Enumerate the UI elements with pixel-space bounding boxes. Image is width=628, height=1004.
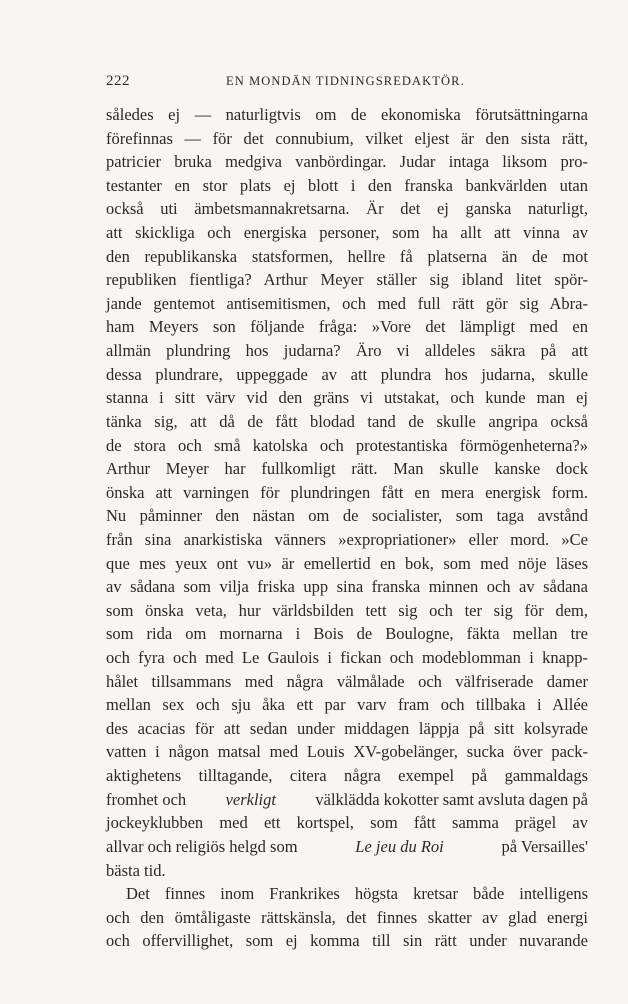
text-line: allmän plundring hos judarna? Äro vi alldeles säkra på att xyxy=(106,341,588,361)
text-line xyxy=(106,788,588,812)
text-line: testanter en stor plats ej blott i den franska bankvärlden utan xyxy=(106,175,588,195)
text-line: bästa tid. xyxy=(106,860,166,880)
text-line: som önska veta, hur världsbilden tett sig och ter sig för dem, xyxy=(106,600,588,620)
italic-word: verkligt xyxy=(225,789,276,809)
text-line: av sådana som vilja friska upp sina franska minnen och av sådana xyxy=(106,577,588,597)
text-segment: allvar och religiös helgd som xyxy=(106,836,298,856)
text-line: som rida om mornarna i Bois de Boulogne, fäkta mellan tre xyxy=(106,624,588,644)
text-line: således ej — naturligtvis om de ekonomiska förutsättningarna xyxy=(106,105,588,124)
text-line xyxy=(106,835,588,859)
text-line: jande gentemot antisemitismen, och med full rätt gör sig Abra- xyxy=(106,293,588,313)
running-head xyxy=(106,73,588,93)
text-line: ham Meyers son följande fråga: »Vore det lämpligt med en xyxy=(106,317,588,337)
text-line: önska att varningen för plundringen fått en mera energisk form. xyxy=(106,482,588,502)
text-segment: fromhet och xyxy=(106,789,187,809)
text-segment: på Versailles' xyxy=(501,836,588,856)
page-number: 222 xyxy=(106,73,130,89)
text-line: den republikanska statsformen, hellre få platserna än de mot xyxy=(106,246,588,266)
text-line: jockeyklubben med ett kortspel, som fått samma prägel av xyxy=(106,813,588,833)
text-line: Nu påminner den nästan om de socialister, som taga avstånd xyxy=(106,506,588,526)
text-line: Arthur Meyer har fullkomligt rätt. Man skulle kanske dock xyxy=(106,459,588,479)
text-line: förefinnas — för det connubium, vilket eljest är den sista rätt, xyxy=(106,128,588,148)
running-title: EN MONDÄN TIDNINGSREDAKTÖR. xyxy=(226,74,465,88)
italic-title: Le jeu du Roi xyxy=(355,836,444,856)
text-line: aktighetens tilltagande, citera några exempel på gammaldags xyxy=(106,766,588,786)
text-line: och fyra och med Le Gaulois i fickan och modeblomman i knapp- xyxy=(106,648,588,668)
text-line: och offervillighet, som ej komma till sin rätt under nuvarande xyxy=(106,931,588,951)
text-line: hålet tillsammans med några välmålade och välfriserade damer xyxy=(106,671,588,691)
text-line: stanna i sitt värv vid den gräns vi utstakat, och kunde man ej xyxy=(106,388,588,408)
text-line: från sina anarkistiska vänners »expropriationer» eller mord. »Ce xyxy=(106,529,588,549)
text-line: patricier bruka medgiva vanbördingar. Judar intaga liksom pro- xyxy=(106,152,588,172)
text-line: des acacias för att sedan under middagen läppja på sitt kolsyrade xyxy=(106,718,588,738)
text-line: dessa plundrare, uppeggade av att plundra hos judarna, skulle xyxy=(106,364,588,384)
text-line: Det finnes inom Frankrikes högsta kretsar både intelligens xyxy=(126,884,588,904)
text-line: och den ömtåligaste rättskänsla, det finnes skatter av glad energi xyxy=(106,907,588,927)
body-text xyxy=(106,103,588,953)
text-line: tänka sig, att då de fått blodad tand de skulle angripa också xyxy=(106,411,588,431)
text-line: också uti ämbetsmannakretsarna. Är det ej ganska naturligt, xyxy=(106,199,588,219)
text-line: vatten i någon matsal med Louis XV-gobelänger, sucka över pack- xyxy=(106,742,588,762)
text-line: que mes yeux ont vu» är emellertid en bok, som med nöje läses xyxy=(106,553,588,573)
text-line: att skickliga och energiska personer, som ha allt att vinna av xyxy=(106,223,588,243)
text-segment: välklädda kokotter samt avsluta dagen på xyxy=(315,789,588,809)
text-line: mellan sex och sju åka ett par varv fram och tillbaka i Allée xyxy=(106,695,588,715)
text-line: republiken fientliga? Arthur Meyer ställer sig ibland litet spör- xyxy=(106,270,588,290)
text-line: de stora och små katolska och protestantiska förmögenheterna?» xyxy=(106,435,588,455)
